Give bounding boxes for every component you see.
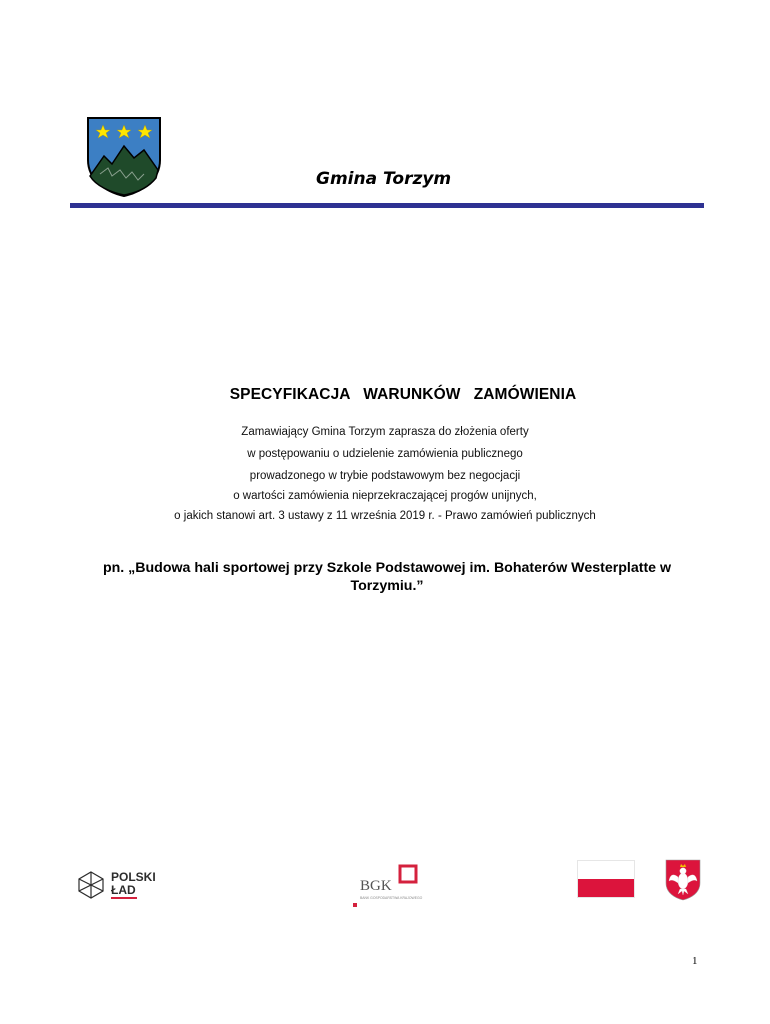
bgk-logo	[350, 862, 422, 908]
intro-line: prowadzonego w trybie podstawowym bez negocjacji	[249, 470, 521, 482]
intro-line: Zamawiający Gmina Torzym zaprasza do złożenia oferty	[241, 426, 529, 438]
intro-line: w postępowaniu o udzielenie zamówienia publicznego	[247, 448, 523, 460]
polski-lad-star-icon	[76, 870, 106, 900]
white-eagle-emblem-icon	[665, 859, 701, 901]
coat-of-arms-icon	[86, 116, 162, 198]
polski-lad-line2: ŁAD	[111, 883, 136, 897]
municipality-name: Gmina Torzym	[316, 169, 452, 189]
intro-line: o jakich stanowi art. 3 ustawy z 11 września 2019 r. - Prawo zamówień publicznych	[174, 510, 596, 522]
contract-subject: pn. „Budowa hali sportowej przy Szkole Podstawowej im. Bohaterów Westerplatte w Torzymiu.”	[102, 560, 672, 594]
polski-lad-line1: POLSKI	[111, 870, 156, 884]
polski-lad-underline	[111, 897, 137, 899]
bgk-square-icon	[398, 864, 420, 886]
polski-lad-logo	[76, 868, 166, 902]
intro-line: o wartości zamówienia nieprzekraczającej progów unijnych,	[233, 490, 537, 502]
polish-flag-icon	[577, 860, 635, 898]
document-title: SPECYFIKACJA WARUNKÓW ZAMÓWIENIA	[229, 386, 577, 403]
bgk-text: BGK	[360, 878, 392, 894]
bgk-tagline: BANK GOSPODARSTWA KRAJOWEGO	[360, 896, 423, 900]
header-rule	[70, 203, 704, 208]
page-number: 1	[692, 955, 698, 967]
bgk-dot	[353, 903, 357, 907]
